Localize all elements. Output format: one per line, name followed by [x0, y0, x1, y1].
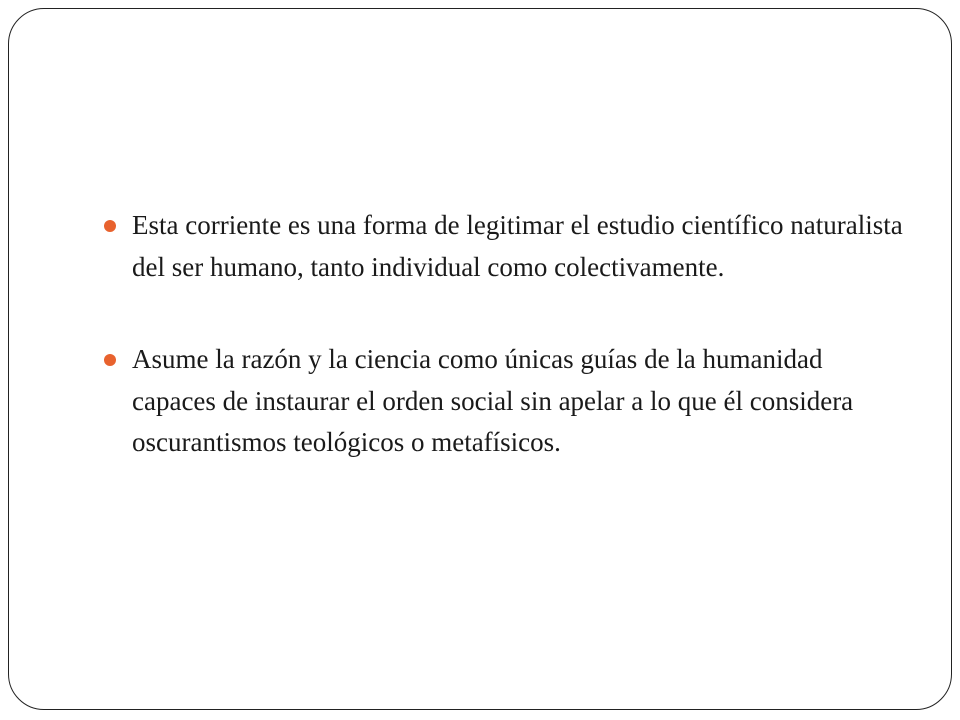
bullet-item-2: [104, 339, 904, 464]
bullet-dot-icon: [104, 354, 116, 366]
bullet-text: Esta corriente es una forma de legitimar el estudio científico naturalista del ser humano, tanto individual como colectivamente.: [132, 210, 903, 282]
bullet-list: [104, 205, 904, 464]
bullet-dot-icon: [104, 220, 116, 232]
bullet-item-1: [104, 205, 904, 288]
bullet-text: Asume la razón y la ciencia como únicas guías de la humanidad capaces de instaurar el orden social sin apelar a lo que él considera oscurantismos teológicos o metafísicos.: [132, 344, 854, 457]
